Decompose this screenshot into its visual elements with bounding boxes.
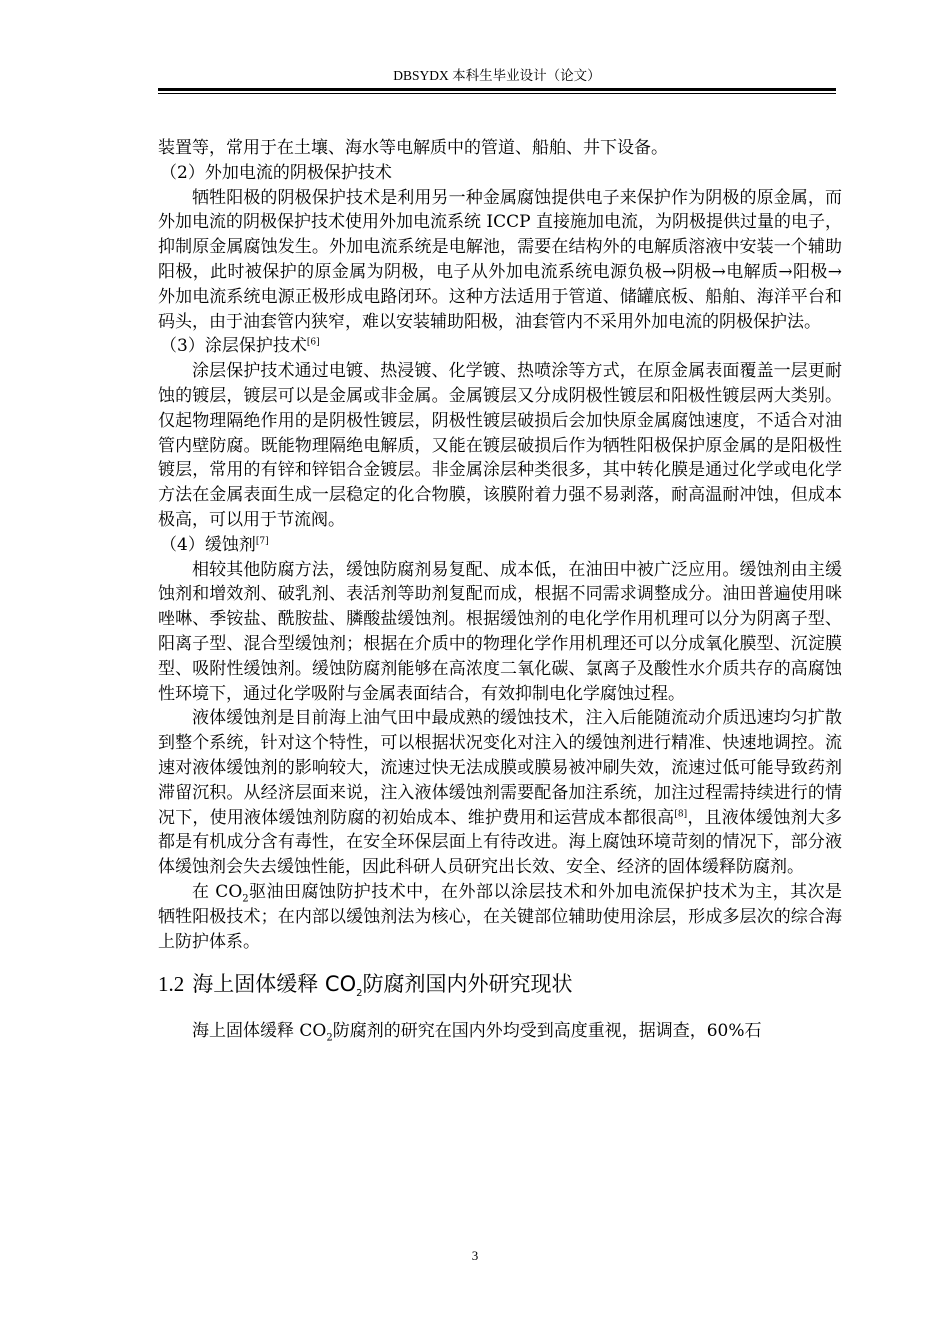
paragraph-6-part-b: 驱油田腐蚀防护技术中，在外部以涂层技术和外加电流保护技术为主，其次是牺牲阳极技术；在内部以缓蚀剂法为核心，在关键部位辅助使用涂层，形成多层次的综合海上防护体系。 (158, 881, 843, 952)
header-title: DBSYDX 本科生毕业设计（论文） (393, 68, 601, 83)
section-title-part-a: 海上固体缓释 CO (192, 972, 357, 997)
subheading-4-text: （4）缓蚀剂 (160, 534, 256, 555)
paragraph-5-part-a: 液体缓蚀剂是目前海上油气田中最成熟的缓蚀技术，注入后能随流动介质迅速均匀扩散到整个系统，针对这个特性，可以根据状况变化对注入的缓蚀剂进行精准、快速地调控。流速对液体缓蚀剂的影响较大，流速过快无法成膜或膜易被冲刷失效，流速过低可能导致药剂滞留沉积。从经济层面来说，注入液体缓蚀剂需要配备加注系统，加注过程需持续进行的情况下，使用液体缓蚀剂防腐的初始成本、维护费用和运营成本都很高 (158, 708, 842, 828)
citation-8: [8] (674, 808, 688, 819)
paragraph-6-subscript: 2 (242, 893, 249, 905)
final-paragraph-part-b: 防腐剂的研究在国内外均受到高度重视，据调查，60%石 (332, 1021, 762, 1042)
paragraph-5-part-b: ，且液体缓蚀剂大多都是有机成分含有毒性，在安全环保层面上有待改进。海上腐蚀环境苛刻的情况下，部分液体缓蚀剂会失去缓蚀性能，因此科研人员研究出长效、安全、经济的固体缓释防腐剂。 (158, 807, 843, 878)
citation-7: [7] (255, 536, 269, 547)
paragraph-6-part-a: 在 CO (192, 881, 243, 902)
paragraph-3: 涂层保护技术通过电镀、热浸镀、化学镀、热喷涂等方式，在原金属表面覆盖一层更耐蚀的镀层，镀层可以是金属或非金属。金属镀层又分成阴极性镀层和阳极性镀层两大类别。仅起物理隔绝作用的是阴极性镀层，阴极性镀层破损后会加快原金属腐蚀速度，不适合对油管内壁防腐。既能物理隔绝电解质，又能在镀层破损后作为牺牲阳极保护原金属的是阳极性镀层，常用的有锌和锌铝合金镀层。非金属涂层种类很多，其中转化膜是通过化学或电化学方法在金属表面生成一层稳定的化合物膜，该膜附着力强不易剥落，耐高温耐冲蚀，但成本极高，可以用于节流阀。 (158, 361, 842, 530)
paragraph-1: 装置等，常用于在土壤、海水等电解质中的管道、船舶、井下设备。 (158, 138, 668, 158)
paragraph-5 (158, 706, 842, 880)
section-title-subscript: 2 (356, 988, 363, 1000)
section-heading (158, 969, 842, 999)
header-rule-thick (158, 88, 836, 91)
final-paragraph-subscript: 2 (326, 1032, 333, 1044)
paragraph-2: 牺牲阳极的阴极保护技术是利用另一种金属腐蚀提供电子来保护作为阴极的原金属，而外加电流的阴极保护技术使用外加电流系统 ICCP 直接施加电流，为阴极提供过量的电子，抑制原金属腐蚀发生。外加电流系统是电解池，需要在结构外的电解质溶液中安装一个辅助阳极，此时被保护的原金属为阴极，电子从外加电流系统电源负极→阴极→电解质→阳极→外加电流系统电源正极形成电路闭环。这种方法适用于管道、储罐底板、船舶、海洋平台和码头，由于油套管内狭窄，难以安装辅助阳极，油套管内不采用外加电流的阴极保护法。 (158, 187, 842, 332)
page-number: 3 (471, 1248, 479, 1263)
citation-6: [6] (306, 337, 320, 348)
section-number: 1.2 (158, 972, 185, 997)
page-header (158, 68, 836, 84)
final-paragraph (158, 1019, 842, 1044)
header-rule-thin (158, 93, 836, 94)
subheading-3 (158, 334, 842, 359)
paragraph-6 (158, 880, 842, 954)
subheading-4 (158, 533, 842, 558)
paragraph-4: 相较其他防腐方法，缓蚀防腐剂易复配、成本低，在油田中被广泛应用。缓蚀剂由主缓蚀剂和增效剂、破乳剂、表活剂等助剂复配而成，根据不同需求调整成分。油田普遍使用咪唑啉、季铵盐、酰胺盐、膦酸盐缓蚀剂。根据缓蚀剂的电化学作用机理可以分为阴离子型、阳离子型、混合型缓蚀剂；根据在介质中的物理化学作用机理还可以分成氧化膜型、沉淀膜型、吸附性缓蚀剂。缓蚀防腐剂能够在高浓度二氧化碳、氯离子及酸性水介质共存的高腐蚀性环境下，通过化学吸附与金属表面结合，有效抑制电化学腐蚀过程。 (158, 559, 842, 704)
section-title-part-b: 防腐剂国内外研究现状 (362, 972, 573, 997)
final-paragraph-part-a: 海上固体缓释 CO (192, 1021, 327, 1042)
subheading-2: （2）外加电流的阴极保护技术 (160, 162, 392, 183)
subheading-3-text: （3）涂层保护技术 (160, 336, 307, 357)
document-body (158, 136, 842, 1044)
